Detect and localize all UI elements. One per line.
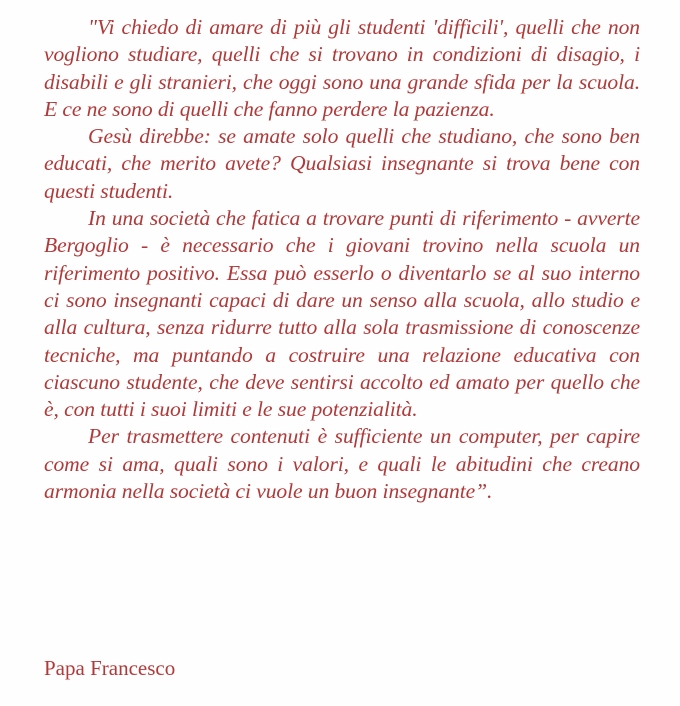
- paragraph-4: Per trasmettere contenuti è sufficiente un computer, per capire come si ama, quali sono i valori, e quali le abitudini che creano armonia nella società ci vuole un buon insegnante”.: [44, 424, 640, 504]
- paragraph-1: "Vi chiedo di amare di più gli studenti 'difficili', quelli che non vogliono studiare, quelli che si trovano in condizioni di disagio, i disabili e gli stranieri, che oggi sono una grande sfida per la scuola. E ce ne sono di quelli che fanno perdere la pazienza.: [44, 15, 640, 121]
- signature: Papa Francesco: [44, 656, 176, 680]
- quote-body: [44, 14, 640, 505]
- paragraph-2: Gesù direbbe: se amate solo quelli che studiano, che sono ben educati, che merito avete? Qualsiasi insegnante si trova bene con questi studenti.: [44, 124, 640, 203]
- paragraph-3: In una società che fatica a trovare punti di riferimento - avverte Bergoglio - è necessario che i giovani trovino nella scuola un riferimento positivo. Essa può esserlo o diventarlo se al suo interno ci sono insegnanti capaci di dare un senso alla scuola, allo studio e alla cultura, senza ridurre tutto alla sola trasmissione di conoscenze tecniche, ma puntando a costruire una relazione educativa con ciascuno studente, che deve sentirsi accolto ed amato per quello che è, con tutti i suoi limiti e le sue potenzialità.: [44, 206, 640, 422]
